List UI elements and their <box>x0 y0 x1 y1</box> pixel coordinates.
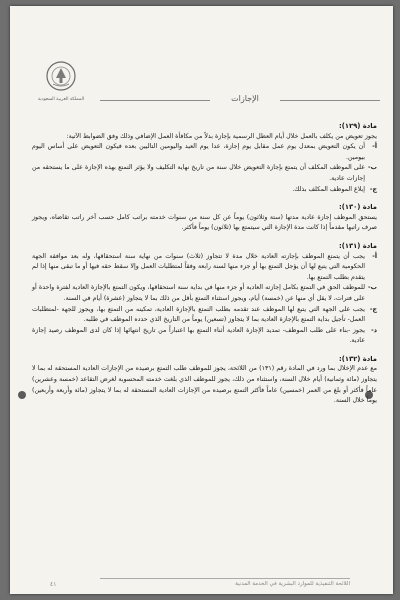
page-header <box>100 94 380 108</box>
article-intro: يجوز تعويض من يكلف بالعمل خلال أيام العطل الرسمية بإجازة بدلاً من مكافأة العمل الإضافي وذلك وفق الضوابط الآتية: <box>66 132 377 140</box>
footer-text: اللائحة التنفيذية للموارد البشرية في الخدمة المدنية <box>235 581 350 587</box>
article-heading: مادة (١٣٢): <box>338 354 377 363</box>
item-label: ج- <box>369 185 377 193</box>
seal-caption: المملكة العربية السعودية <box>38 97 84 102</box>
article-heading: مادة (١٢٩): <box>338 122 377 130</box>
article-item <box>32 326 377 347</box>
item-text: للموظف الحق في التمتع بكامل إجازته العادية أو جزء منها في بداية سنة استحقاقها، ويكون التمتع بالإجازة العادية لفترة واحدة أو على فترات، لا يقل أي منها عن (خمسة) أيام، ويجوز استثناء التمتع بأقل من ذلك بما لا يتجاوز (عشرة) أيام في السنة. <box>32 284 365 302</box>
article-item <box>32 142 377 163</box>
item-text: يجوز -بناء على طلب الموظف- تمديد الإجازة العادية أثناء التمتع بها اعتباراً من تاريخ انتهائها إذا كان لدى الموظف رصيد إجازة عادية. <box>32 326 365 345</box>
item-text: إبلاغ الموظف المكلف بذلك. <box>292 185 365 193</box>
article-item <box>32 252 377 284</box>
article-heading: مادة (١٣٠): <box>338 203 377 212</box>
document-page <box>10 6 393 594</box>
page-number: ٤١ <box>50 581 57 588</box>
article-heading: مادة (١٣١): <box>338 241 377 250</box>
article-intro: مع عدم الإخلال بما ورد في المادة رقم (١٣١) من اللائحة، يجوز للموظف طلب التمتع برصيده من الإجازات العادية المستحقة له بما لا يتجاوز (مائة وثمانية) أيام خلال السنة، واستثناء من ذلك، يجوز للموظف الذي بلغت خدمته المحسوبة لغرض التقاعد (خمسة وعشرين) عاماً فأكثر أو بلغ من العمر (خمسين) عاماً فأكثر التمتع برصيده من الإجازات العادية المستحقة له بما لا يتجاوز (مائة وأربعة وأربعين) يوماً خلال السنة. <box>32 365 377 405</box>
article-item <box>32 283 377 304</box>
item-text: أن يكون التعويض بمعدل يوم عمل مقابل يوم إجازة، عدا يوم العيد واليومين التاليين بعده فيكون التعويض على أساس اليوم بيومين. <box>32 143 365 161</box>
item-text: يجب على الجهة التي يتبع لها الموظف عند تقدمه بطلب التمتع بالإجازة العادية، تمكينه من التمتع بها، ويجوز للجهة -لمتطلبات العمل- تأجيل بداية التمتع بالإجازة العادية بما لا يتجاوز (تسعين) يوماً من التاريخ الذي حدده الموظف في طلبه. <box>32 305 365 324</box>
item-label: أ- <box>372 143 377 151</box>
item-label: ج- <box>369 305 377 313</box>
page-footer <box>100 578 350 591</box>
section-title: الإجازات <box>210 94 280 103</box>
document-body <box>32 118 377 407</box>
margin-hole-marker-icon <box>18 391 26 399</box>
government-seal-icon <box>38 56 84 108</box>
item-text: على الموظف المكلف أن يتمتع بإجازة التعويض خلال سنة من تاريخ نهاية التكليف ولا يؤثر التمتع بهذه الإجازة على ما يستحقه من إجازات عادية. <box>32 164 365 182</box>
item-label: ب- <box>368 284 377 292</box>
item-label: د- <box>371 326 377 334</box>
article-item <box>32 163 377 184</box>
item-text: يجب أن يتمتع الموظف بإجازته العادية خلال مدة لا تتجاوز (ثلاث) سنوات من نهاية سنة استحقاقها، وله بعد موافقة الجهة الحكومية التي يتبع لها أن يؤجل التمتع بها أو جزء منها لسنة رابعة وفقاً لمتطلبات العمل وإلا سقط حقه فيها أو ما تبقى منها إذا لم يتقدم بطلب التمتع بها. <box>32 252 365 281</box>
article-item <box>32 305 377 326</box>
article-intro: يستحق الموظف إجازة عادية مدتها (ستة وثلاثون) يوماً عن كل سنة من سنوات خدمته براتب كامل حسب آخر راتب تقاضاه، ويجوز صرف راتبها مقدماً إذا كانت مدة الإجازة التي سيتمتع بها (ثلاثون) يوماً فأكثر. <box>32 213 377 232</box>
article-item <box>32 185 377 196</box>
item-label: أ- <box>372 252 377 260</box>
item-label: ب- <box>368 164 377 172</box>
